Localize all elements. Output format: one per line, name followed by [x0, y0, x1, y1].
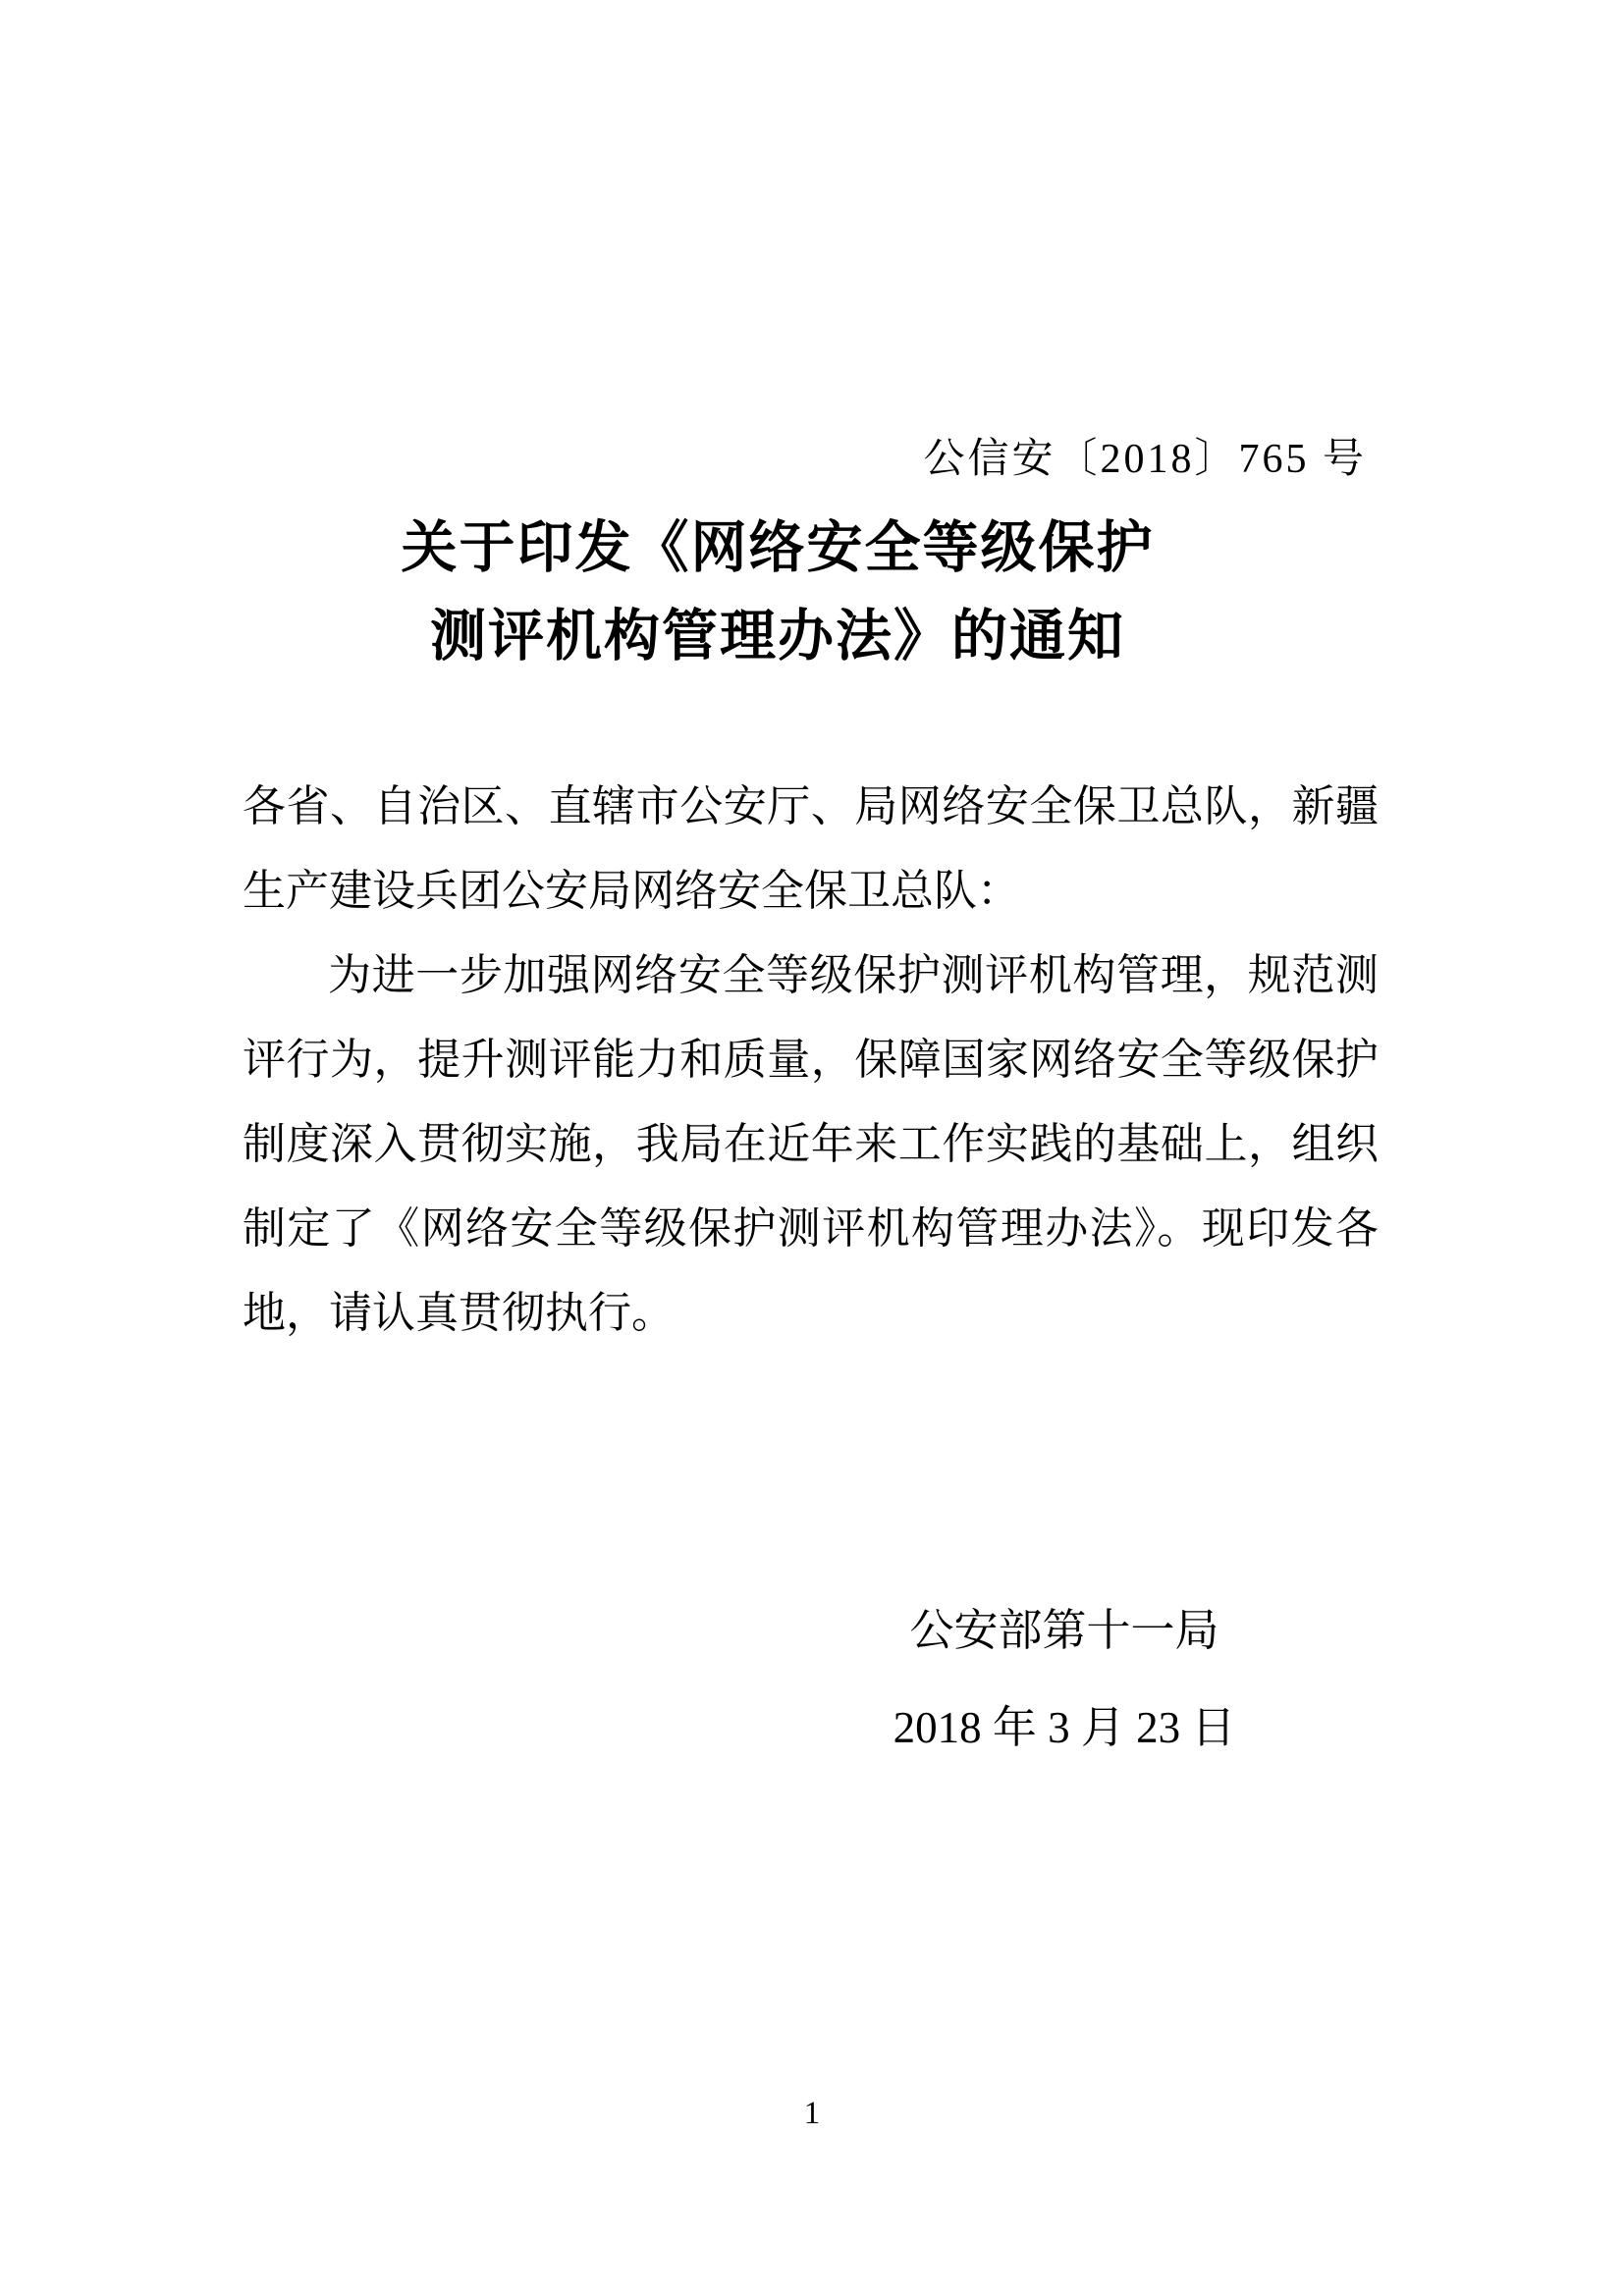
page-number: 1 — [803, 2096, 821, 2131]
salutation: 各省、自治区、直辖市公安厅、局网络安全保卫总队，新疆生产建设兵团公安局网络安全保卫总队： — [243, 782, 1379, 915]
document-title — [208, 504, 1347, 680]
body-paragraph: 为进一步加强网络安全等级保护测评机构管理，规范测评行为，提升测评能力和质量，保障国家网络安全等级保护制度深入贯彻实施，我局在近年来工作实践的基础上，组织制定了《网络安全等级保护测评机构管理办法》。现印发各地，请认真贯彻执行。 — [243, 951, 1379, 1337]
date: 2018 年 3 月 23 日 — [893, 1703, 1236, 1752]
document-body — [243, 765, 1379, 1356]
doc-number: 公信安〔2018〕765 号 — [923, 437, 1367, 482]
signature: 公安部第十一局 — [909, 1606, 1219, 1655]
document-title-line-1: 关于印发《网络安全等级保护 — [401, 516, 1155, 579]
document-title-line-2: 测评机构管理办法》的通知 — [430, 605, 1125, 667]
signature-block — [887, 1582, 1242, 1777]
